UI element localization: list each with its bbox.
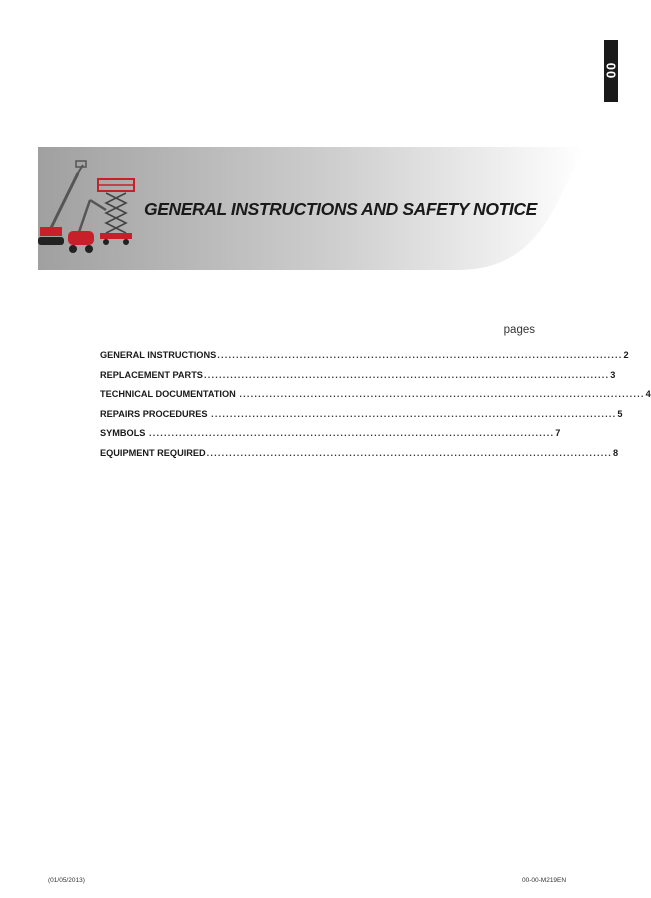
footer-doc-ref: 00-00-M219EN — [522, 877, 567, 884]
scissor-lift-icon — [98, 179, 134, 245]
aerial-platforms-illustration — [38, 155, 143, 265]
table-of-contents — [100, 350, 651, 467]
toc-entry[interactable] — [100, 350, 629, 370]
toc-entry-title: REPAIRS PROCEDURES — [100, 408, 211, 419]
toc-leader-dots: ............................................................................................................ — [211, 408, 617, 419]
toc-entry-title: SYMBOLS — [100, 428, 148, 438]
toc-leader-dots: ............................................................................................................ — [217, 350, 623, 360]
header-banner — [38, 147, 586, 270]
toc-pages-label: pages — [503, 324, 535, 336]
toc-entry-title: REPLACEMENT PARTS — [100, 369, 203, 380]
toc-leader-dots: ............................................................................................................ — [148, 428, 555, 438]
toc-entry-title: EQUIPMENT REQUIRED — [100, 447, 206, 458]
toc-entry-page: 2 — [623, 350, 629, 360]
articulated-boom-icon — [68, 200, 106, 253]
toc-leader-dots: ............................................................................................................ — [206, 447, 612, 458]
footer-date: (01/05/2013) — [48, 877, 85, 884]
toc-leader-dots: ............................................................................................................ — [239, 389, 645, 399]
toc-entry-title: GENERAL INSTRUCTIONS — [100, 350, 217, 360]
toc-entry-title: TECHNICAL DOCUMENTATION — [100, 389, 239, 399]
toc-entry-page: 5 — [617, 408, 623, 419]
page-title: GENERAL INSTRUCTIONS AND SAFETY NOTICE — [144, 199, 537, 219]
toc-entry[interactable] — [100, 389, 651, 409]
section-tab-label: 00 — [603, 62, 619, 80]
toc-entry-page: 4 — [645, 389, 651, 399]
toc-entry[interactable] — [100, 369, 616, 390]
toc-entry-page: 3 — [610, 369, 616, 380]
toc-entry[interactable] — [100, 447, 619, 468]
toc-entry-page: 8 — [612, 447, 619, 458]
toc-entry-page: 7 — [555, 428, 561, 438]
toc-entry[interactable] — [100, 408, 623, 429]
toc-entry[interactable] — [100, 428, 561, 448]
toc-leader-dots: ............................................................................................................ — [203, 369, 610, 380]
section-tab — [604, 40, 618, 102]
